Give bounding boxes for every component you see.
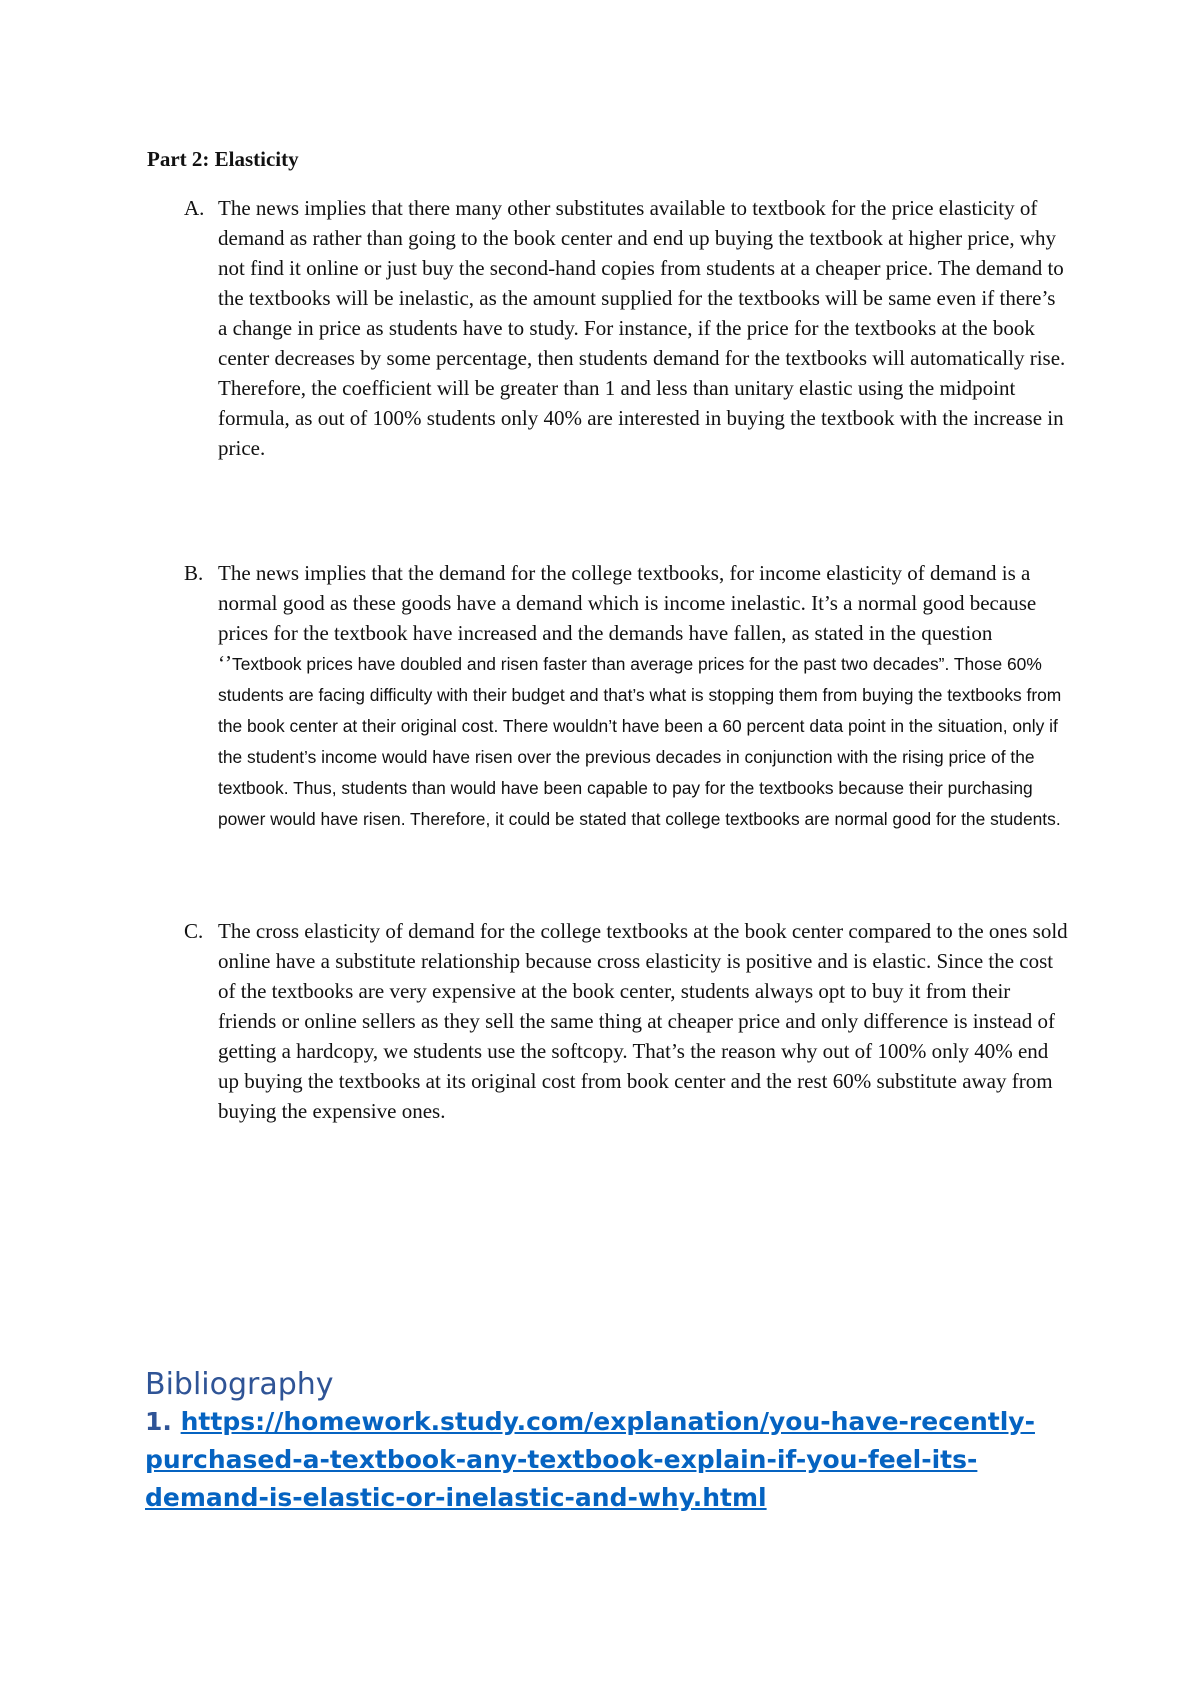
list-item-b-quoted-text: Textbook prices have doubled and risen faster than average prices for the past two decades”. Those 60% students are facing difficulty with their budget and that’s what is stopping them from buying the textbooks from the book center at their original cost. There wouldn’t have been a 60 percent data point in the situation, only if the student’s income would have risen over the previous decades in conjunction with the rising price of the textbook. Thus, students than would have been capable to pay for the textbooks because their purchasing power would have risen. Therefore, it could be stated that college textbooks are normal good for the students. [218,654,1062,829]
list-marker-b: B. [184,561,204,585]
list-item-c-text: The cross elasticity of demand for the college textbooks at the book center compared to the ones sold online have a substitute relationship because cross elasticity is positive and is elastic. Since the cost of the textbooks are very expensive at the book center, students always opt to buy it from their friends or online sellers as they sell the same thing at cheaper price and only difference is instead of getting a hardcopy, we students use the softcopy. That’s the reason why out of 100% only 40% end up buying the textbooks at its original cost from book center and the rest 60% substitute away from buying the expensive ones. [218,919,1068,1123]
list-marker-c: C. [184,919,204,943]
list-item-b-text [218,558,1068,834]
bibliography-link[interactable]: https://homework.study.com/explanation/you-have-recently-purchased-a-textbook-any-textbook-explain-if-you-feel-its-demand-is-elastic-or-inelastic-and-why.html [145,1407,1035,1512]
bibliography-entry [145,1403,1045,1517]
bibliography-entry-number: 1. [145,1407,172,1436]
section-heading: Part 2: Elasticity [147,147,299,171]
list-marker-a: A. [184,196,205,220]
bibliography-title: Bibliography [145,1367,334,1402]
list-item-b-serif-text: The news implies that the demand for the college textbooks, for income elasticity of demand is a normal good as these goods have a demand which is income inelastic. It’s a normal good because prices for the textbook have increased and the demands have fallen, as stated in the question ‘’ [218,561,1037,675]
list-item-a-text: The news implies that there many other substitutes available to textbook for the price elasticity of demand as rather than going to the book center and end up buying the textbook at higher price, why not find it online or just buy the second-hand copies from students at a cheaper price. The demand to the textbooks will be inelastic, as the amount supplied for the textbooks will be same even if there’s a change in price as students have to study. For instance, if the price for the textbooks at the book center decreases by some percentage, then students demand for the textbooks will automatically rise. Therefore, the coefficient will be greater than 1 and less than unitary elastic using the midpoint formula, as out of 100% students only 40% are interested in buying the textbook with the increase in price. [218,196,1066,460]
